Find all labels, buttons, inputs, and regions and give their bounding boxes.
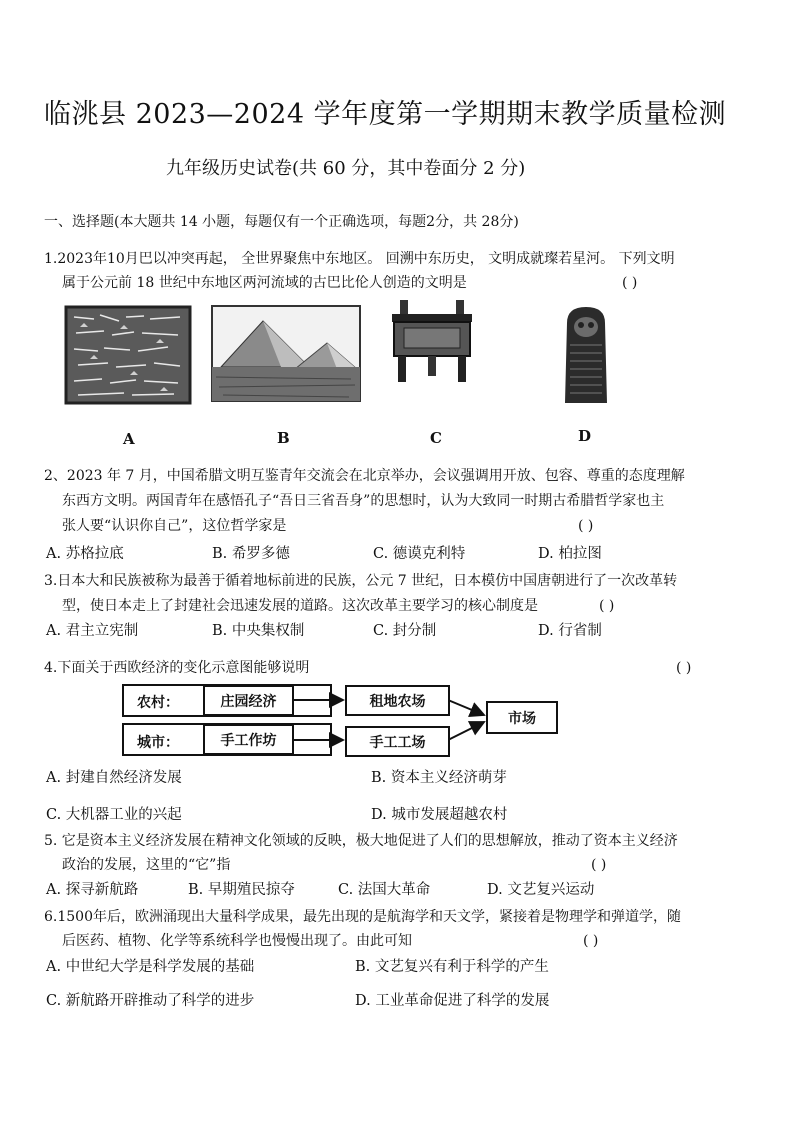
market-box: 市场 bbox=[486, 701, 558, 734]
q6-option-a[interactable]: A. 中世纪大学是科学发展的基础 bbox=[46, 959, 255, 975]
q5-option-a[interactable]: A. 探寻新航路 bbox=[46, 882, 139, 898]
q5-line1: 5. 它是资本主义经济发展在精神文化领域的反映，极大地促进了人们的思想解放，推动了资本主义经济 bbox=[44, 833, 678, 849]
q6-option-b[interactable]: B. 文艺复兴有利于科学的产生 bbox=[355, 959, 549, 975]
image-label-c: C bbox=[430, 429, 442, 447]
exam-subtitle: 九年级历史试卷(共 60 分，其中卷面分 2 分) bbox=[166, 158, 526, 179]
image-label-a: A bbox=[123, 430, 135, 448]
q6-option-c[interactable]: C. 新航路开辟推动了科学的进步 bbox=[46, 993, 255, 1009]
rural-label: 农村： bbox=[137, 695, 179, 711]
manufactory-box: 手工工场 bbox=[345, 726, 450, 757]
q4-option-a[interactable]: A. 封建自然经济发展 bbox=[46, 770, 182, 786]
q3-option-a[interactable]: A. 君主立宪制 bbox=[46, 623, 139, 639]
q2-option-c[interactable]: C. 德谟克利特 bbox=[373, 546, 466, 562]
q4-answer-blank[interactable]: ( ) bbox=[676, 660, 692, 676]
q4-line1: 4.下面关于西欧经济的变化示意图能够说明 bbox=[44, 660, 310, 676]
image-label-b: B bbox=[277, 429, 290, 447]
q3-line1: 3.日本大和民族被称为最善于循着地标前进的民族，公元 7 世纪，日本模仿中国唐朝进行了一次改革转 bbox=[44, 573, 678, 589]
q2-answer-blank[interactable]: ( ) bbox=[578, 518, 594, 534]
q4-option-d[interactable]: D. 城市发展超越农村 bbox=[371, 807, 508, 823]
q2-line1: 2、2023 年 7 月，中国希腊文明互鉴青年交流会在北京举办，会议强调用开放、包容、尊重的态度理解 bbox=[44, 468, 685, 484]
q1-answer-blank[interactable]: ( ) bbox=[622, 275, 638, 291]
q2-option-b[interactable]: B. 希罗多德 bbox=[212, 546, 290, 562]
manor-economy-box: 庄园经济 bbox=[203, 685, 294, 716]
q6-answer-blank[interactable]: ( ) bbox=[583, 933, 599, 949]
q3-line2: 型，使日本走上了封建社会迅速发展的道路。这次改革主要学习的核心制度是 bbox=[62, 598, 538, 614]
q4-option-b[interactable]: B. 资本主义经济萌芽 bbox=[371, 770, 507, 786]
q2-line3: 张人要“认识你自己”，这位哲学家是 bbox=[62, 518, 287, 534]
q5-option-d[interactable]: D. 文艺复兴运动 bbox=[487, 882, 595, 898]
q4-option-c[interactable]: C. 大机器工业的兴起 bbox=[46, 807, 182, 823]
q6-line1: 6.1500年后，欧洲涌现出大量科学成果，最先出现的是航海学和天文学，紧接着是物理学和弹道学，随 bbox=[44, 909, 681, 925]
q2-option-d[interactable]: D. 柏拉图 bbox=[538, 546, 602, 562]
q1-line2: 属于公元前 18 世纪中东地区两河流域的古巴比伦人创造的文明是 bbox=[62, 275, 467, 291]
q5-answer-blank[interactable]: ( ) bbox=[591, 857, 607, 873]
arrow-rural-to-market bbox=[448, 700, 484, 715]
q6-line2: 后医药、植物、化学等系统科学也慢慢出现了。由此可知 bbox=[62, 933, 412, 949]
image-label-d: D bbox=[578, 427, 592, 445]
q1-line1: 1.2023年10月巴以冲突再起， 全世界聚焦中东地区。 回溯中东历史， 文明成就璨若星河。 下列文明 bbox=[44, 251, 675, 267]
q2-option-a[interactable]: A. 苏格拉底 bbox=[46, 546, 124, 562]
q5-option-b[interactable]: B. 早期殖民掠夺 bbox=[188, 882, 295, 898]
exam-title: 临洮县 2023—2024 学年度第一学期期末教学质量检测 bbox=[44, 99, 727, 130]
q5-line2: 政治的发展，这里的“它”指 bbox=[62, 857, 231, 873]
leased-farm-box: 租地农场 bbox=[345, 685, 450, 716]
q3-answer-blank[interactable]: ( ) bbox=[599, 598, 615, 614]
section-heading: 一、选择题(本大题共 14 小题，每题仅有一个正确选项，每题2分，共 28分) bbox=[44, 214, 519, 230]
q3-option-c[interactable]: C. 封分制 bbox=[373, 623, 437, 639]
arrow-urban-to-market bbox=[448, 722, 484, 740]
q2-line2: 东西方文明。两国青年在感悟孔子“吾日三省吾身”的思想时，认为大致同一时期古希腊哲学家也主 bbox=[62, 493, 665, 509]
urban-label: 城市： bbox=[137, 735, 179, 751]
q3-option-d[interactable]: D. 行省制 bbox=[538, 623, 602, 639]
q5-option-c[interactable]: C. 法国大革命 bbox=[338, 882, 431, 898]
q3-option-b[interactable]: B. 中央集权制 bbox=[212, 623, 305, 639]
q6-option-d[interactable]: D. 工业革命促进了科学的发展 bbox=[355, 993, 550, 1009]
handicraft-workshop-box: 手工作坊 bbox=[203, 724, 294, 755]
